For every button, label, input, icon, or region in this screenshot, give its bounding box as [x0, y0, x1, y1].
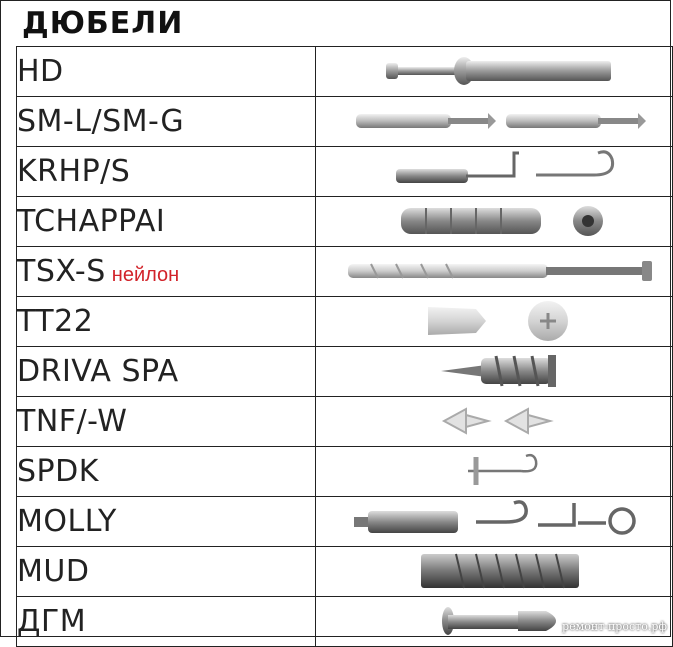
toggle-hook-icon — [316, 447, 673, 497]
row-label: KRHP/S — [17, 147, 316, 197]
table-row — [17, 397, 673, 447]
row-label: TNF/-W — [17, 397, 316, 447]
watermark: ремонт-просто.рф — [562, 620, 667, 633]
row-label: DRIVA SPA — [17, 347, 316, 397]
row-label: MUD — [17, 547, 316, 597]
table-row — [17, 447, 673, 497]
row-label: TT22 — [17, 297, 316, 347]
row-label: ДГМ — [17, 597, 316, 647]
drywall-plug-icon — [316, 297, 673, 347]
nylon-frame-anchor-icon — [316, 247, 673, 297]
row-label: SM-L/SM-G — [17, 97, 316, 147]
plastic-plug-screw-icon — [316, 97, 673, 147]
row-label: HD — [17, 47, 316, 97]
table-row — [17, 497, 673, 547]
table-row — [17, 147, 673, 197]
table-row — [17, 347, 673, 397]
row-label: MOLLY — [17, 497, 316, 547]
spring-toggle-icon — [316, 397, 673, 447]
row-label: TSX-S нейлон — [17, 247, 316, 297]
table-row — [17, 247, 673, 297]
ribbed-plug-icon — [316, 197, 673, 247]
table-row — [17, 47, 673, 97]
self-drill-anchor-icon — [316, 347, 673, 397]
plug-hook-icon — [316, 147, 673, 197]
aerated-concrete-plug-icon — [316, 547, 673, 597]
table-row — [17, 297, 673, 347]
material-note: нейлон — [111, 264, 180, 286]
row-label: TCHAPPAI — [17, 197, 316, 247]
molly-bolt-hooks-icon — [316, 497, 673, 547]
table-row — [17, 97, 673, 147]
anchor-table — [16, 46, 673, 647]
row-label: SPDK — [17, 447, 316, 497]
table-row — [17, 547, 673, 597]
table-row — [17, 197, 673, 247]
page-title: ДЮБЕЛИ — [22, 6, 184, 41]
hammer-anchor-icon — [316, 47, 673, 97]
